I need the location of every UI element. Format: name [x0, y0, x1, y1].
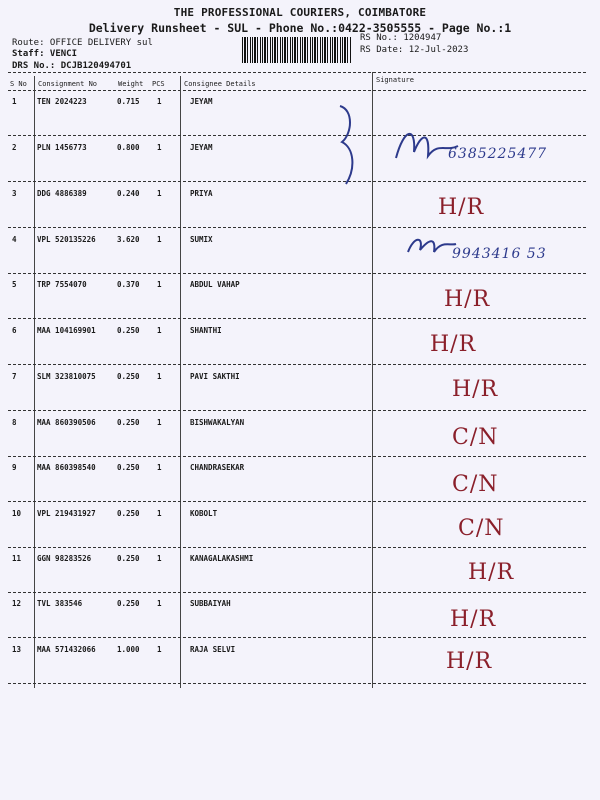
row-sno: 12: [12, 599, 22, 608]
row-consignment-no: GGN 98283526: [37, 554, 92, 563]
row-separator: [8, 637, 586, 638]
row-consignee: KOBOLT: [190, 509, 218, 518]
header-top-rule: [8, 72, 586, 73]
row-sno: 6: [12, 326, 17, 335]
col-header-consignment: Consignment No: [38, 80, 98, 88]
row-sno: 2: [12, 143, 17, 152]
row-pcs: 1: [157, 372, 162, 381]
row-pcs: 1: [157, 418, 162, 427]
row-sno: 4: [12, 235, 17, 244]
row-consignment-no: VPL 219431927: [37, 509, 96, 518]
row-pcs: 1: [157, 554, 162, 563]
row-signature: H/R: [430, 332, 477, 357]
row-separator: [8, 181, 586, 182]
row-signature: C/N: [458, 516, 505, 541]
row-pcs: 1: [157, 326, 162, 335]
row-consignee: KANAGALAKASHMI: [190, 554, 254, 563]
runsheet-title: Delivery Runsheet - SUL - Phone No.:0422-3505555 - Page No.:1: [88, 21, 512, 35]
row-signature: H/R: [438, 195, 485, 220]
rs-date: RS Date: 12-Jul-2023: [360, 45, 469, 55]
row-signature: H/R: [450, 607, 497, 632]
row-consignee: JEYAM: [190, 143, 213, 152]
row-consignment-no: MAA 571432066: [37, 645, 96, 654]
row-sno: 7: [12, 372, 17, 381]
header-bottom-rule: [8, 90, 586, 91]
row-signature: C/N: [452, 425, 499, 450]
row-signature: H/R: [452, 377, 499, 402]
row-pcs: 1: [157, 97, 162, 106]
row-consignment-no: PLN 1456773: [37, 143, 87, 152]
row-consignee: ABDUL VAHAP: [190, 280, 240, 289]
row-weight: 3.620: [117, 235, 140, 244]
row-separator: [8, 135, 586, 136]
row-separator: [8, 501, 586, 502]
row-weight: 0.250: [117, 372, 140, 381]
row-weight: 1.000: [117, 645, 140, 654]
row-weight: 0.250: [117, 463, 140, 472]
company-title: THE PROFESSIONAL COURIERS, COIMBATORE: [173, 6, 427, 19]
row-signature: H/R: [468, 560, 515, 585]
drs-number: DRS No.: DCJB120494701: [12, 61, 132, 71]
row-weight: 0.250: [117, 554, 140, 563]
row-separator: [8, 410, 586, 411]
col-header-consignee: Consignee Details: [184, 80, 256, 88]
col-header-pcs: PCS: [152, 80, 165, 88]
row-sno: 3: [12, 189, 17, 198]
row-consignment-no: TVL 383546: [37, 599, 83, 608]
barcode-image: [242, 37, 352, 63]
row-pcs: 1: [157, 143, 162, 152]
row-signature: H/R: [446, 649, 493, 674]
column-divider: [34, 76, 35, 688]
col-header-signature: Signature: [376, 76, 414, 84]
row-consignee: CHANDRASEKAR: [190, 463, 245, 472]
row-sno: 11: [12, 554, 22, 563]
row-consignment-no: TRP 7554070: [37, 280, 87, 289]
signature-scribble-icon: [404, 232, 460, 258]
row-consignee: PRIYA: [190, 189, 213, 198]
row-separator: [8, 547, 586, 548]
row-sno: 5: [12, 280, 17, 289]
row-consignee: SUBBAIYAH: [190, 599, 231, 608]
row-consignee: SHANTHI: [190, 326, 222, 335]
row-separator: [8, 364, 586, 365]
row-consignment-no: MAA 860398540: [37, 463, 96, 472]
row-pcs: 1: [157, 509, 162, 518]
row-consignment-no: TEN 2024223: [37, 97, 87, 106]
row-separator: [8, 683, 586, 684]
rs-number: RS No.: 1204947: [360, 33, 442, 43]
staff-label: Staff: VENCI: [12, 49, 78, 59]
signature-scribble-icon: [392, 122, 462, 166]
row-signature: 9943416 53: [452, 246, 547, 262]
column-divider: [372, 72, 373, 688]
row-pcs: 1: [157, 189, 162, 198]
route-label: Route: OFFICE DELIVERY sul: [12, 38, 153, 48]
row-sno: 13: [12, 645, 22, 654]
row-weight: 0.370: [117, 280, 140, 289]
row-consignee: BISHWAKALYAN: [190, 418, 245, 427]
row-weight: 0.250: [117, 509, 140, 518]
row-sno: 10: [12, 509, 22, 518]
row-weight: 0.250: [117, 326, 140, 335]
row-consignee: RAJA SELVI: [190, 645, 236, 654]
row-pcs: 1: [157, 645, 162, 654]
row-sno: 1: [12, 97, 17, 106]
row-weight: 0.250: [117, 418, 140, 427]
row-pcs: 1: [157, 599, 162, 608]
row-sno: 9: [12, 463, 17, 472]
bracket-mark-icon: [330, 104, 370, 188]
col-header-weight: Weight: [118, 80, 144, 88]
row-consignment-no: SLM 323810075: [37, 372, 96, 381]
row-sno: 8: [12, 418, 17, 427]
row-separator: [8, 273, 586, 274]
row-separator: [8, 592, 586, 593]
row-separator: [8, 318, 586, 319]
row-signature: H/R: [444, 287, 491, 312]
row-pcs: 1: [157, 463, 162, 472]
row-consignment-no: MAA 104169901: [37, 326, 96, 335]
row-separator: [8, 227, 586, 228]
row-weight: 0.250: [117, 599, 140, 608]
row-consignment-no: VPL 520135226: [37, 235, 96, 244]
row-signature: 6385225477: [448, 146, 548, 162]
row-consignee: JEYAM: [190, 97, 213, 106]
row-consignee: PAVI SAKTHI: [190, 372, 240, 381]
row-consignee: SUMIX: [190, 235, 213, 244]
row-weight: 0.715: [117, 97, 140, 106]
row-signature: C/N: [452, 472, 499, 497]
col-header-sno: S No: [10, 80, 27, 88]
row-separator: [8, 456, 586, 457]
row-pcs: 1: [157, 235, 162, 244]
row-weight: 0.800: [117, 143, 140, 152]
column-divider: [180, 76, 181, 688]
row-weight: 0.240: [117, 189, 140, 198]
row-consignment-no: DDG 4886389: [37, 189, 87, 198]
row-consignment-no: MAA 860390506: [37, 418, 96, 427]
row-pcs: 1: [157, 280, 162, 289]
